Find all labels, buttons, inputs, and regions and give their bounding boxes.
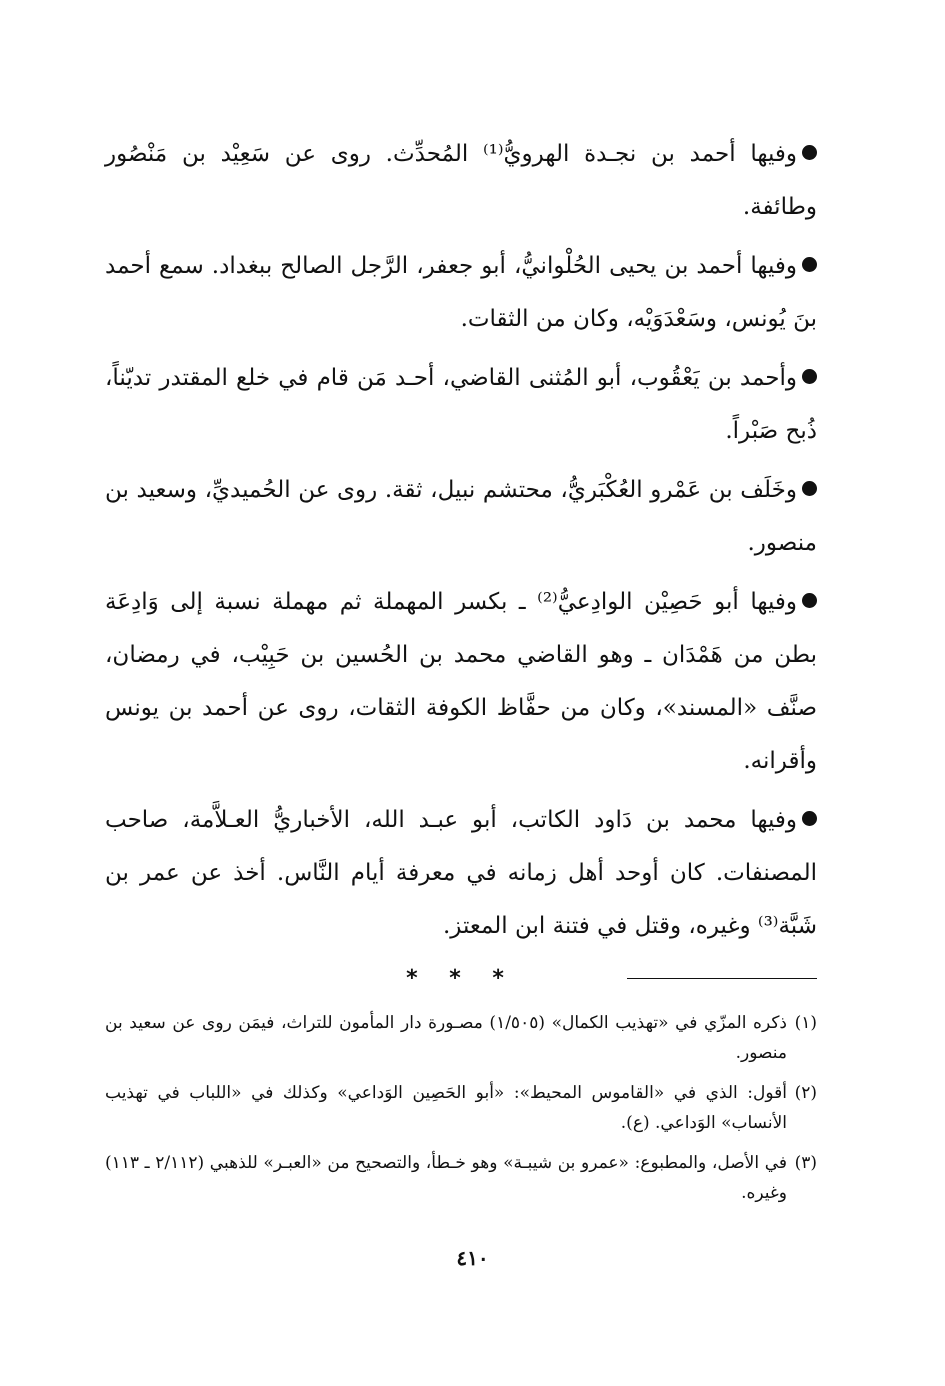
bullet-icon <box>802 145 817 160</box>
footnote-rule <box>627 978 817 979</box>
entry-text: وخَلَف بن عَمْرو العُكْبَريُّ، محتشم نبيل، ثقة. روى عن الحُميديِّ، وسعيد بن منصور. <box>105 477 817 556</box>
footnote <box>105 1008 817 1068</box>
entry-text: وفيها محمد بن دَاود الكاتب، أبو عبـد الله، الأخباريُّ العـلاَّمة، صاحب المصنفات. كان أوحد أهل زمانه في معرفة أيام النَّاس. أخذ عن عمر بن شَبَّة⁽³⁾ وغيره، وقتل في فتنة ابن المعتز. <box>105 807 817 939</box>
entry-text: وفيها أحمد بن يحيى الحُلْوانيُّ، أبو جعفر، الرَّجل الصالح ببغداد. سمع أحمد بنَ يُونس، وسَعْدَوَيْه، وكان من الثقات. <box>105 253 817 332</box>
footnote-text: ذكره المزّي في «تهذيب الكمال» (١/٥٠٥) مصـورة دار المأمون للتراث، فيمَن روى عن سعيد بن منصور. <box>105 1013 787 1063</box>
bullet-icon <box>802 811 817 826</box>
section-separator: * * * <box>406 966 516 991</box>
footnote <box>105 1078 817 1138</box>
footnote-text: في الأصل، والمطبوع: «عمرو بن شيبـة» وهو خـطأ، والتصحيح من «العبـر» للذهبي (٢/١١٢ ـ ١١٣) وغيره. <box>105 1153 787 1203</box>
entry-text: وفيها أبو حَصِيْن الوادِعيُّ⁽²⁾ ـ بكسر المهملة ثم مهملة نسبة إلى وَادِعَة بطن من هَمْدَان ـ وهو القاضي محمد بن الحُسين بن حَبِيْب، في رمضان، صنَّف «المسند»، وكان من حفَّاظ الكوفة الثقات، روى عن أحمد بن يونس وأقرانه. <box>105 589 817 774</box>
footnote-text: أقول: الذي في «القاموس المحيط»: «أبو الحَصِين الوَداعي» وكذلك في «اللباب في تهذيب الأنساب» الوَداعي. (ع). <box>105 1083 787 1133</box>
footnote-number: (٢) <box>794 1083 817 1103</box>
main-text <box>105 128 817 1003</box>
footnote-number: (١) <box>794 1013 817 1033</box>
entry <box>105 794 817 953</box>
footnote <box>105 1148 817 1208</box>
entry <box>105 576 817 788</box>
bullet-icon <box>802 481 817 496</box>
entry-text: وفيها أحمد بن نجـدة الهرويُّ⁽¹⁾ المُحدِّث. روى عن سَعِيْد بن مَنْصُور وطائفة. <box>105 141 817 220</box>
bullet-icon <box>802 369 817 384</box>
entry <box>105 352 817 458</box>
bullet-icon <box>802 257 817 272</box>
footnotes <box>105 1008 817 1218</box>
entry <box>105 464 817 570</box>
entry-text: وأحمد بن يَعْقُوب، أبو المُثنى القاضي، أحـد مَن قام في خلع المقتدر تديّناً، ذُبح صَبْراً. <box>105 365 817 444</box>
entry <box>105 128 817 234</box>
footnote-number: (٣) <box>794 1153 817 1173</box>
bullet-icon <box>802 593 817 608</box>
entry <box>105 240 817 346</box>
page-number: ٤١٠ <box>456 1246 489 1270</box>
